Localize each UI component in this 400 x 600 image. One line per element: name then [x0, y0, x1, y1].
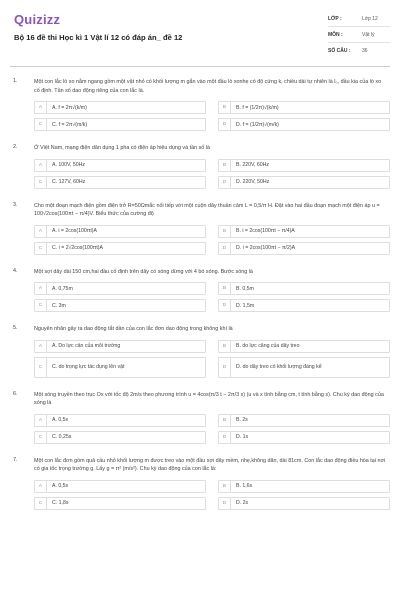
option-text: D. 1,5m [236, 302, 255, 309]
answer-option[interactable] [218, 118, 390, 131]
option-text: C. do trọng lực tác dụng lên vật [52, 364, 125, 370]
question-text: Một sợi dây dài 150 cm,hai đầu cố định trên dây có sóng dừng với 4 bó sóng. Bước sóng là [34, 268, 253, 275]
answer-option[interactable] [218, 357, 390, 378]
question-item [0, 391, 400, 444]
option-letter: B [219, 226, 231, 237]
option-letter: C [35, 177, 47, 188]
answer-option[interactable] [34, 431, 206, 444]
option-text: C. i = 2√2cos(100πt)A [52, 245, 103, 251]
answer-option[interactable] [34, 118, 206, 131]
option-text: C. 127V, 60Hz [52, 179, 86, 185]
meta-row-count [328, 43, 390, 59]
answer-option[interactable] [218, 282, 390, 295]
answer-option[interactable] [34, 225, 206, 238]
document-header [0, 0, 400, 62]
option-text: D. i = 2cos(100πt − π/2)A [236, 245, 296, 251]
option-letter: A [35, 481, 47, 492]
option-letter: B [219, 160, 231, 171]
question-list [0, 78, 400, 523]
meta-row-class [328, 11, 390, 27]
option-letter: D [219, 358, 231, 377]
option-letter: C [35, 358, 47, 377]
option-text: A. 0,75m [52, 285, 73, 292]
option-letter: C [35, 300, 47, 311]
answer-option[interactable] [34, 282, 206, 295]
answer-option[interactable] [218, 497, 390, 510]
option-letter: D [219, 300, 231, 311]
answer-option[interactable] [218, 431, 390, 444]
option-letter: B [219, 283, 231, 294]
question-text: Ở Việt Nam, mạng điện dân dụng 1 pha có điện áp hiệu dụng và tần số là [34, 145, 210, 151]
option-text: B. 1,6s [236, 483, 253, 489]
answer-option[interactable] [218, 414, 390, 427]
option-text: D. do dây treo có khối lượng đáng kể [236, 364, 322, 370]
option-letter: A [35, 283, 47, 294]
answer-options [34, 480, 388, 510]
answer-option[interactable] [218, 176, 390, 189]
answer-option[interactable] [218, 159, 390, 172]
option-text: D. 220V, 50Hz [236, 179, 270, 185]
option-letter: A [35, 226, 47, 237]
option-text: A. 0,5s [52, 483, 69, 489]
question-number: 1. [13, 78, 18, 84]
option-letter: D [219, 432, 231, 443]
option-text: C. 3m [52, 302, 66, 309]
meta-table [328, 11, 390, 59]
header-divider [10, 66, 390, 67]
answer-option[interactable] [218, 242, 390, 255]
answer-options [34, 414, 388, 444]
option-letter: C [35, 498, 47, 509]
question-text: Một con lắc đơn gồm quả cầu nhỏ khối lượng m được treo vào một đầu sợi dây mềm, nhẹ,không dãn, dài 81cm. Con lắc dao động điều hòa tại nơi có gia tốc trọng trường g. Lấy g = π² (m/s²). Chu kỳ dao động của con lắc là: [34, 457, 386, 472]
option-text: D. f = (1/2π)√(m/k) [236, 121, 279, 128]
option-text: B. 2s [236, 417, 248, 423]
meta-label: SỐ CÂU : [328, 48, 351, 54]
answer-option[interactable] [218, 480, 390, 493]
question-item [0, 268, 400, 313]
answer-option[interactable] [34, 414, 206, 427]
option-text: B. i = 2cos(100πt − π/4)A [236, 228, 295, 234]
question-text: Cho một đoạn mạch điện gồm điện trở R=50Ωmắc nối tiếp với một cuộn dây thuần cảm L = 0,5/π H. Đặt vào hai đầu đoạn mạch một điện áp u = 100√2cos(100πt − π/4)V. Biểu thức của cường độ [34, 202, 380, 217]
option-letter: C [35, 119, 47, 130]
option-letter: A [35, 341, 47, 352]
answer-option[interactable] [34, 159, 206, 172]
option-text: A. 0,5s [52, 417, 69, 423]
option-text: C. 1,8s [52, 500, 69, 506]
meta-value: Vật lý [362, 31, 375, 38]
option-text: A. 100V, 50Hz [52, 162, 85, 168]
option-letter: B [219, 415, 231, 426]
question-number: 5. [13, 325, 18, 331]
answer-option[interactable] [34, 480, 206, 493]
question-item [0, 202, 400, 255]
meta-value: 36 [362, 48, 368, 54]
option-text: A. f = 2π√(k/m) [52, 104, 87, 111]
option-letter: A [35, 415, 47, 426]
question-number: 7. [13, 456, 18, 463]
option-letter: B [219, 481, 231, 492]
answer-option[interactable] [218, 299, 390, 312]
answer-option[interactable] [34, 176, 206, 189]
option-text: A. i = 2cos(100πt)A [52, 228, 97, 234]
question-item [0, 457, 400, 510]
quizizz-logo: Quizizz [14, 12, 61, 27]
option-text: B. f = (1/2π)√(k/m) [236, 104, 279, 111]
question-number: 6. [13, 390, 18, 397]
option-text: C. f = 2π√(m/k) [52, 121, 88, 128]
option-letter: A [35, 102, 47, 113]
option-letter: A [35, 160, 47, 171]
meta-row-subject [328, 27, 390, 43]
meta-label: LỚP : [328, 15, 342, 22]
option-text: B. 0,5m [236, 285, 254, 292]
question-item [0, 78, 400, 131]
answer-options [34, 225, 388, 255]
answer-option[interactable] [34, 357, 206, 378]
option-letter: D [219, 243, 231, 254]
answer-option[interactable] [218, 225, 390, 238]
answer-option[interactable] [218, 340, 390, 353]
meta-label: MÔN : [328, 31, 343, 38]
answer-option[interactable] [34, 299, 206, 312]
option-letter: B [219, 341, 231, 352]
answer-option[interactable] [34, 101, 206, 114]
option-text: D. 1s [236, 434, 249, 440]
option-letter: D [219, 498, 231, 509]
meta-value: Lớp 12 [362, 15, 378, 22]
answer-options [34, 282, 388, 312]
question-number: 2. [13, 144, 18, 150]
question-text: Một sóng truyền theo trục Ox với tốc độ 2m/s theo phương trình u = 4cos(π/3 t − 2π/3 x) (u và x tính bằng cm, t tính bằng s). Chu kỳ dao động của sóng là [34, 391, 384, 406]
answer-option[interactable] [34, 242, 206, 255]
answer-options [34, 101, 388, 131]
option-text: C. 0,25s [52, 434, 72, 440]
option-letter: B [219, 102, 231, 113]
question-item [0, 144, 400, 189]
option-letter: C [35, 243, 47, 254]
option-letter: D [219, 177, 231, 188]
option-text: A. Do lực cản của môi trường [52, 343, 121, 349]
question-text: Nguyên nhân gây ra dao động tắt dần của con lắc đơn dao động trong không khí là [34, 326, 233, 332]
answer-option[interactable] [34, 497, 206, 510]
answer-option[interactable] [34, 340, 206, 353]
answer-option[interactable] [218, 101, 390, 114]
option-text: B. 220V, 60Hz [236, 162, 269, 168]
option-text: B. do lực căng của dây treo [236, 343, 300, 349]
question-number: 3. [13, 201, 18, 208]
question-number: 4. [13, 267, 18, 274]
question-text: Một con lắc lò xo nằm ngang gồm một vật nhỏ có khối lượng m gắn vào một đầu lò xonhẹ có độ cứng k, chiều dài tự nhiên là l₀, đầu kia của lò xo cố định. Tần số dao động riêng của con lắc là. [34, 79, 382, 94]
question-item [0, 325, 400, 378]
answer-options [34, 340, 388, 378]
page-title: Bộ 16 đề thi Học kì 1 Vật lí 12 có đáp án_ đề 12 [14, 33, 183, 42]
answer-options [34, 159, 388, 189]
option-letter: D [219, 119, 231, 130]
option-text: D. 2s [236, 500, 249, 506]
option-letter: C [35, 432, 47, 443]
